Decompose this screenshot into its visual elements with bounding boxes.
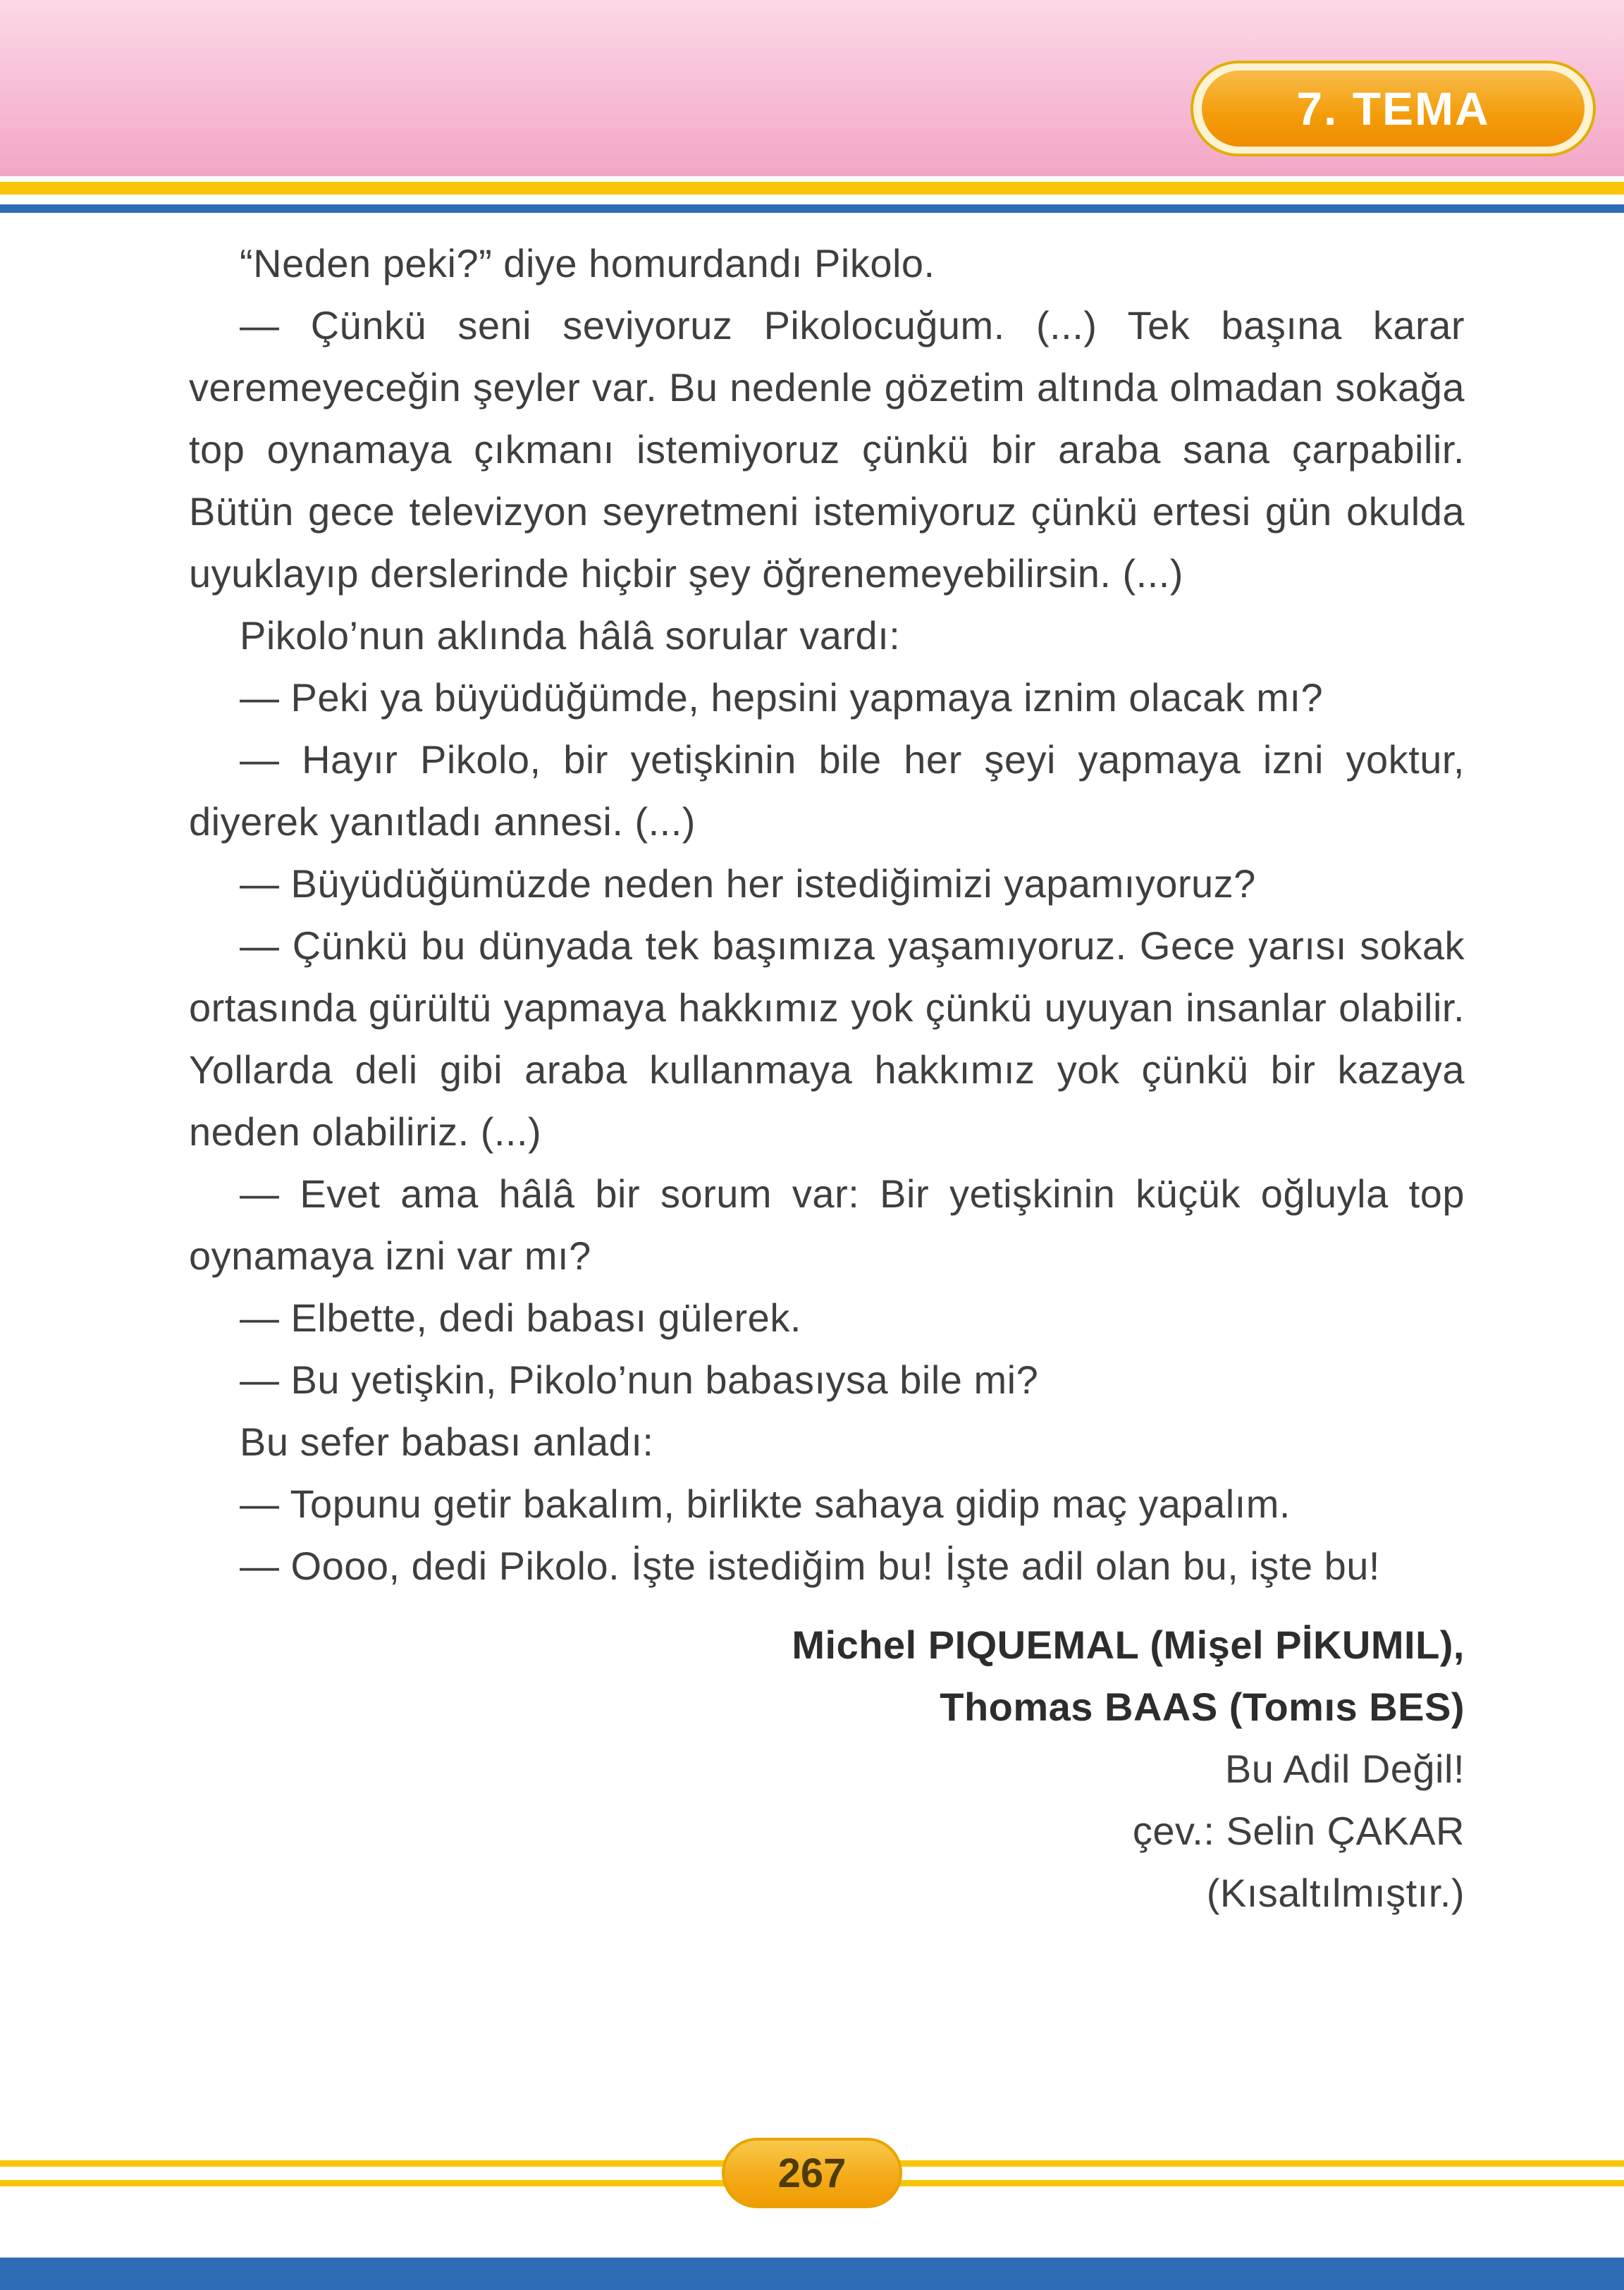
tema-badge-inner <box>1202 70 1585 147</box>
paragraph-13: — Oooo, dedi Pikolo. İşte istediğim bu! İşte adil olan bu, işte bu! <box>240 1544 1380 1588</box>
author-line-2: Thomas BAAS (Tomıs BES) <box>940 1685 1465 1729</box>
paragraph-12: — Topunu getir bakalım, birlikte sahaya gidip maç yapalım. <box>240 1482 1291 1526</box>
paragraph-11: Bu sefer babası anladı: <box>240 1420 654 1464</box>
paragraph-6: — Büyüdüğümüzde neden her istediğimizi yapamıyoruz? <box>240 861 1256 906</box>
footer-gold-rule <box>0 2138 1624 2208</box>
paragraph-5: — Hayır Pikolo, bir yetişkinin bile her şeyi yapmaya izni yoktur, diyerek yanıtladı annesi. (...) <box>189 737 1465 844</box>
translator-line: çev.: Selin ÇAKAR <box>1132 1809 1465 1853</box>
paragraph-8: — Evet ama hâlâ bir sorum var: Bir yetişkinin küçük oğluyla top oynamaya izni var mı? <box>189 1171 1465 1278</box>
paragraph-3: Pikolo’nun aklında hâlâ sorular vardı: <box>240 613 901 658</box>
abridged-note: (Kısaltılmıştır.) <box>1206 1871 1465 1915</box>
author-line-1: Michel PIQUEMAL (Mişel PİKUMIL), <box>792 1623 1465 1667</box>
tema-label: 7. TEMA <box>1296 82 1490 135</box>
reading-text <box>189 233 1465 1924</box>
tema-badge <box>1191 61 1596 156</box>
header-gold-rule <box>0 182 1624 195</box>
paragraph-9: — Elbette, dedi babası gülerek. <box>240 1295 801 1340</box>
paragraph-1: “Neden peki?” diye homurdandı Pikolo. <box>240 241 935 285</box>
page-header-band <box>0 0 1624 176</box>
page-number: 267 <box>777 2150 847 2196</box>
paragraph-10: — Bu yetişkin, Pikolo’nun babasıysa bile mi? <box>240 1358 1039 1402</box>
attribution-block <box>189 1614 1465 1924</box>
work-title: Bu Adil Değil! <box>1224 1747 1465 1791</box>
header-blue-rule <box>0 204 1624 213</box>
bottom-blue-band <box>0 2258 1624 2290</box>
paragraph-7: — Çünkü bu dünyada tek başımıza yaşamıyoruz. Gece yarısı sokak ortasında gürültü yapmaya hakkımız yok çünkü uyuyan insanlar olabilir. Yollarda deli gibi araba kullanmaya hakkımız yok çünkü bir kazaya neden olabiliriz. (...) <box>189 923 1465 1154</box>
paragraph-4: — Peki ya büyüdüğümde, hepsini yapmaya iznim olacak mı? <box>240 675 1324 720</box>
paragraph-2: — Çünkü seni seviyoruz Pikolocuğum. (...) Tek başına karar veremeyeceğin şeyler var. Bu nedenle gözetim altında olmadan sokağa top oynamaya çıkmanı istemiyoruz çünkü bir araba sana çarpabilir. Bütün gece televizyon seyretmeni istemiyoruz çünkü ertesi gün okulda uyuklayıp derslerinde hiçbir şey öğrenemeyebilirsin. (...) <box>189 303 1465 596</box>
page-number-pill <box>722 2138 902 2208</box>
